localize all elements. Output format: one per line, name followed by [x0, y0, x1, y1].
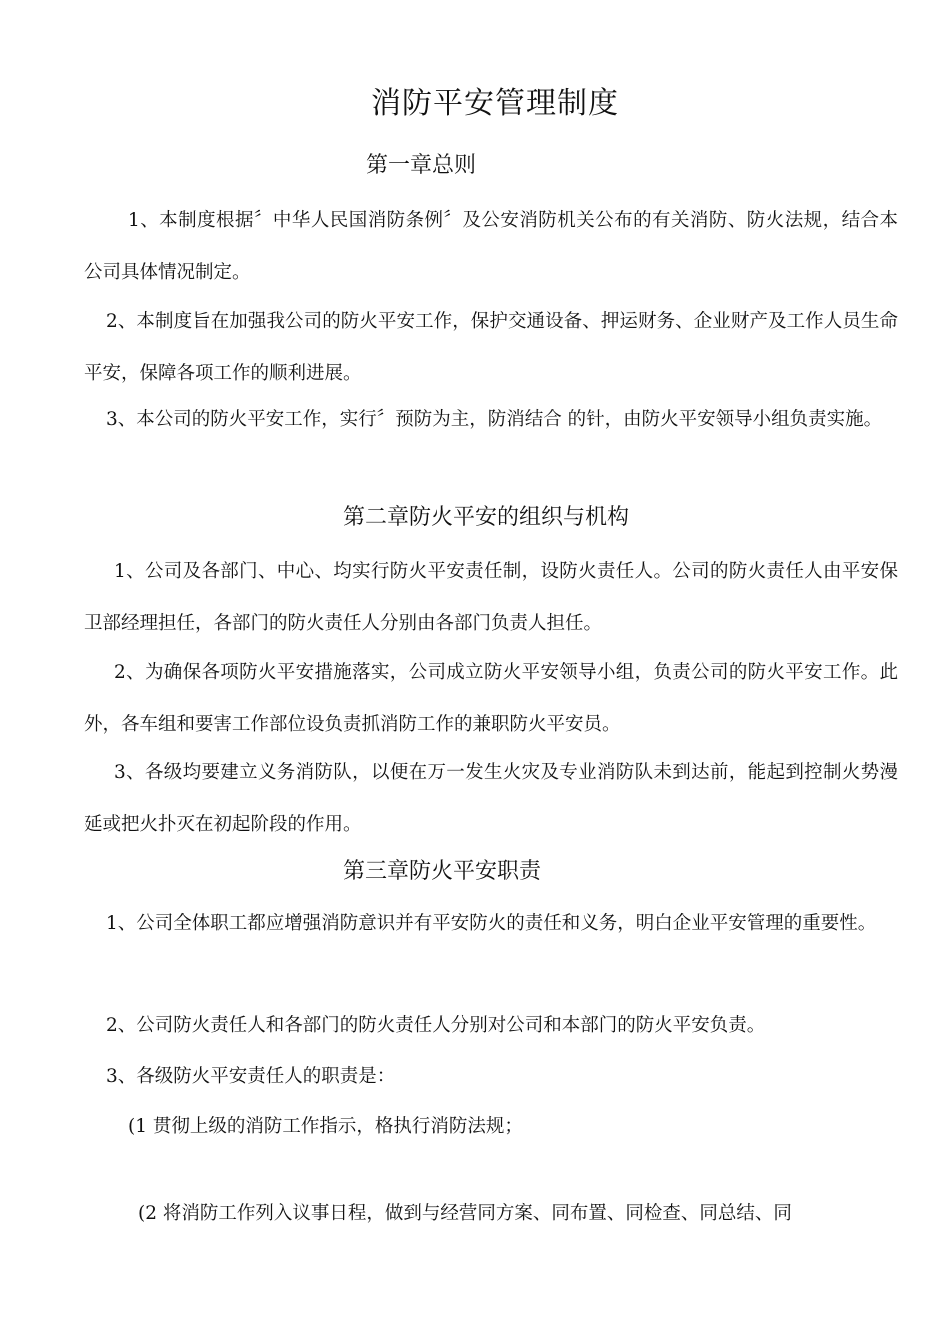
chapter-3-paragraph-3: 3、各级防火平安责任人的职责是：: [106, 1066, 396, 1087]
duty-item-2: (2 将消防工作列入议事日程，做到与经营同方案、同布置、同检查、同总结、同: [138, 1203, 792, 1224]
chapter-2-paragraph-1: 1、公司及各部门、中心、均实行防火平安责任制，设防火责任人。公司的防火责任人由平安保卫部经理担任，各部门的防火责任人分别由各部门负责人担任。: [84, 561, 898, 634]
chapter-2-heading: 第二章防火平安的组织与机构: [343, 505, 630, 530]
duty-item-1: (1 贯彻上级的消防工作指示，格执行消防法规；: [128, 1116, 523, 1137]
chapter-3-heading: 第三章防火平安职责: [343, 859, 542, 884]
chapter-2-paragraph-3: 3、各级均要建立义务消防队，以便在万一发生火灾及专业消防队未到达前，能起到控制火势漫延或把火扑灭在初起阶段的作用。: [84, 762, 898, 835]
chapter-1-paragraph-1: 1、本制度根据〞中华人民国消防条例〞及公安消防机关公布的有关消防、防火法规，结合本公司具体情况制定。: [84, 210, 898, 283]
chapter-3-paragraph-1: 1、公司全体职工都应增强消防意识并有平安防火的责任和义务，明白企业平安管理的重要性。: [106, 913, 877, 934]
document-title: 消防平安管理制度: [371, 86, 619, 121]
chapter-1-heading: 第一章总则: [366, 153, 477, 178]
chapter-1-paragraph-2: 2、本制度旨在加强我公司的防火平安工作，保护交通设备、押运财务、企业财产及工作人员生命平安，保障各项工作的顺利进展。: [84, 311, 898, 384]
chapter-1-paragraph-3: 3、本公司的防火平安工作，实行〞预防为主，防消结合 的针，由防火平安领导小组负责实施。: [106, 409, 883, 430]
chapter-2-paragraph-2: 2、为确保各项防火平安措施落实，公司成立防火平安领导小组，负责公司的防火平安工作。此外，各车组和要害工作部位设负责抓消防工作的兼职防火平安员。: [84, 662, 898, 735]
chapter-3-paragraph-2: 2、公司防火责任人和各部门的防火责任人分别对公司和本部门的防火平安负责。: [106, 1015, 766, 1036]
